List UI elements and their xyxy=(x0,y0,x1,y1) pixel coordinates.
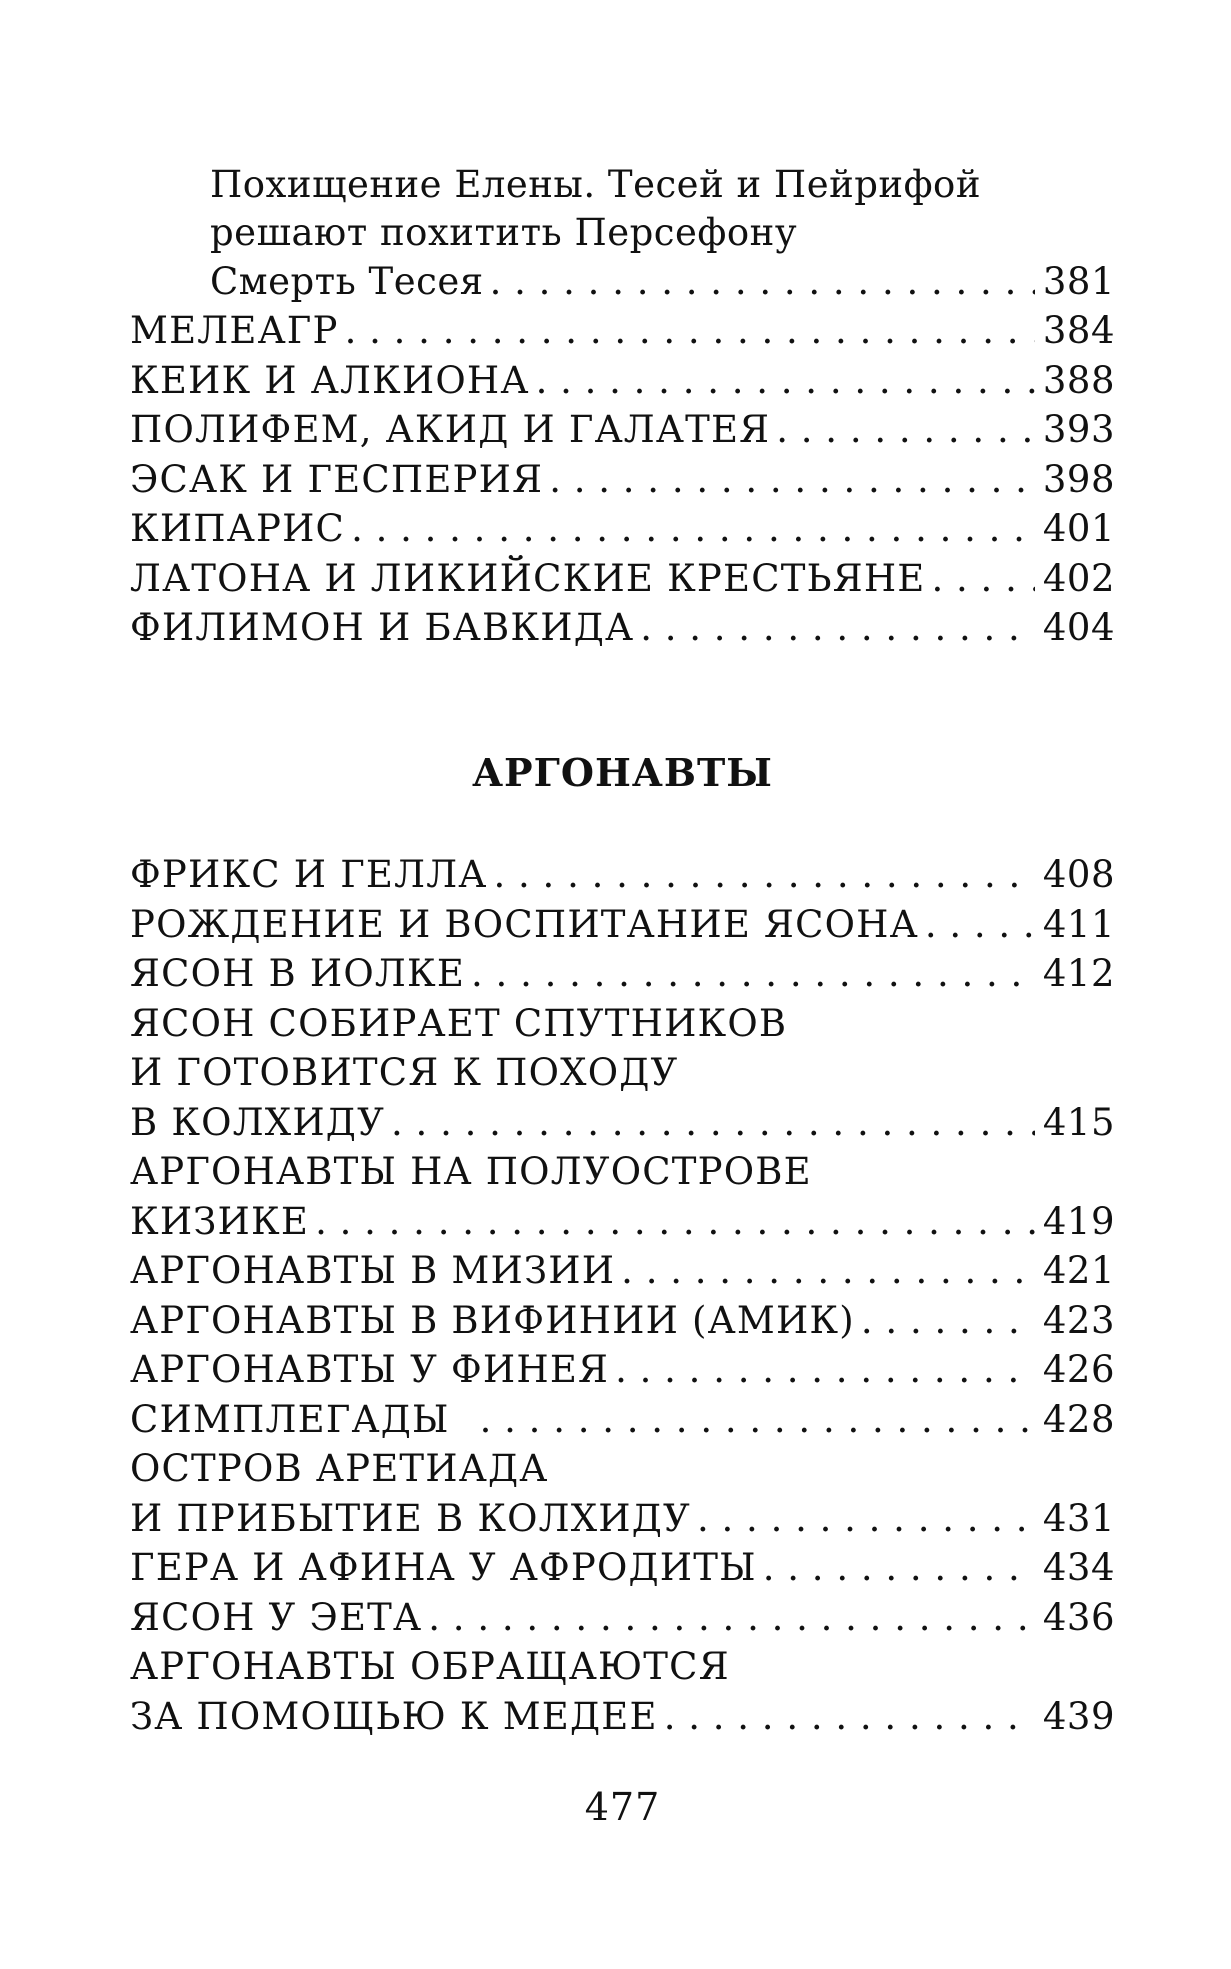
toc-entry-page: 381 xyxy=(1042,260,1115,303)
toc-entry xyxy=(130,455,1115,505)
dot-leader xyxy=(640,603,1035,653)
toc-entry-title: ЛАТОНА И ЛИКИЙСКИЕ КРЕСТЬЯНЕ xyxy=(130,557,926,600)
toc-entry-page: 411 xyxy=(1042,903,1115,946)
toc-entry xyxy=(130,900,1115,950)
toc-entry-page: 436 xyxy=(1042,1596,1115,1639)
toc-entry xyxy=(130,554,1115,604)
toc-entry xyxy=(130,306,1115,356)
toc-entry-page: 428 xyxy=(1042,1398,1115,1441)
toc-entry-title: ГЕРА И АФИНА У АФРОДИТЫ xyxy=(130,1546,757,1589)
toc-entry xyxy=(130,356,1115,406)
toc-entry-page: 419 xyxy=(1042,1200,1115,1243)
toc-entry-title: РОЖДЕНИЕ И ВОСПИТАНИЕ ЯСОНА xyxy=(130,903,919,946)
toc-entry xyxy=(130,999,1115,1049)
dot-leader xyxy=(763,1543,1035,1593)
toc-entry-title: АРГОНАВТЫ НА ПОЛУОСТРОВЕ xyxy=(130,1150,812,1193)
toc-entry-page: 423 xyxy=(1042,1299,1115,1342)
dot-leader xyxy=(664,1692,1035,1742)
toc-entry xyxy=(130,504,1115,554)
toc-entry-page: 402 xyxy=(1042,557,1115,600)
toc-entry-title: АРГОНАВТЫ У ФИНЕЯ xyxy=(130,1348,610,1391)
toc-entry xyxy=(130,1543,1115,1593)
toc-entry-title: АРГОНАВТЫ В МИЗИИ xyxy=(130,1249,616,1292)
dot-leader xyxy=(471,949,1035,999)
toc-entry-page: 415 xyxy=(1042,1101,1115,1144)
toc-entry xyxy=(130,1197,1115,1247)
toc-entry-title: В КОЛХИДУ xyxy=(130,1101,386,1144)
toc-entry-page: 434 xyxy=(1042,1546,1115,1589)
toc-entry-page: 431 xyxy=(1042,1497,1115,1540)
toc-entry xyxy=(130,405,1115,455)
dot-leader xyxy=(615,1345,1035,1395)
dot-leader xyxy=(428,1593,1035,1643)
toc-entry xyxy=(130,1246,1115,1296)
toc-entry xyxy=(130,1048,1115,1098)
dot-leader xyxy=(480,1395,1035,1445)
toc-entry-page: 384 xyxy=(1042,309,1115,352)
dot-leader xyxy=(925,900,1035,950)
dot-leader xyxy=(536,356,1035,406)
toc-entry-title: КИПАРИС xyxy=(130,507,346,550)
toc-entry-title: ЭСАК И ГЕСПЕРИЯ xyxy=(130,458,544,501)
toc-entry-title: ПОЛИФЕМ, АКИД И ГАЛАТЕЯ xyxy=(130,408,771,451)
toc-entry-page: 401 xyxy=(1042,507,1115,550)
dot-leader xyxy=(697,1494,1035,1544)
page-number: 477 xyxy=(584,1785,661,1829)
toc-entry-title: КИЗИКЕ xyxy=(130,1200,310,1243)
section-heading: АРГОНАВТЫ xyxy=(472,750,773,795)
dot-leader xyxy=(549,455,1035,505)
toc-entry-page: 398 xyxy=(1042,458,1115,501)
toc-entry-title: И ПРИБЫТИЕ В КОЛХИДУ xyxy=(130,1497,691,1540)
toc-entry-title: Смерть Тесея xyxy=(210,260,484,303)
toc-entry-title: КЕИК И АЛКИОНА xyxy=(130,359,530,402)
dot-leader xyxy=(345,306,1035,356)
toc-entry xyxy=(130,1147,1115,1197)
dot-leader xyxy=(621,1246,1035,1296)
toc-entry xyxy=(130,1345,1115,1395)
toc-entry-page: 388 xyxy=(1042,359,1115,402)
toc-entry-title: МЕЛЕАГР xyxy=(130,309,339,352)
toc-entry-title: ЗА ПОМОЩЬЮ К МЕДЕЕ xyxy=(130,1695,658,1738)
toc-page xyxy=(130,0,1115,1969)
dot-leader xyxy=(861,1296,1035,1346)
toc-entry xyxy=(130,1692,1115,1742)
toc-entry-page: 393 xyxy=(1042,408,1115,451)
toc-entry xyxy=(130,1296,1115,1346)
dot-leader xyxy=(494,850,1035,900)
toc-entry xyxy=(130,850,1115,900)
dot-leader xyxy=(776,405,1035,455)
dot-leader xyxy=(932,554,1035,604)
toc-entry xyxy=(130,1642,1115,1692)
toc-entry-title: ЯСОН СОБИРАЕТ СПУТНИКОВ xyxy=(130,1002,788,1045)
toc-entry-title: СИМПЛЕГАДЫ xyxy=(130,1398,450,1441)
toc-entry-title: ФРИКС И ГЕЛЛА xyxy=(130,853,488,896)
toc-entry xyxy=(130,1494,1115,1544)
toc-entry-page: 412 xyxy=(1042,952,1115,995)
toc-entry-title: ФИЛИМОН И БАВКИДА xyxy=(130,606,635,649)
toc-entry xyxy=(130,949,1115,999)
toc-entry-title: И ГОТОВИТСЯ К ПОХОДУ xyxy=(130,1051,679,1094)
toc-entry-title: АРГОНАВТЫ ОБРАЩАЮТСЯ xyxy=(130,1645,730,1688)
toc-entry xyxy=(210,257,1115,307)
toc-entry xyxy=(130,1444,1115,1494)
toc-entry-title: решают похитить Персефону xyxy=(210,211,798,254)
toc-entry xyxy=(210,208,1115,258)
dot-leader xyxy=(490,257,1035,307)
toc-entry-title: ОСТРОВ АРЕТИАДА xyxy=(130,1447,549,1490)
toc-entry-title: Похищение Елены. Тесей и Пейрифой xyxy=(210,163,981,206)
dot-leader xyxy=(391,1098,1035,1148)
toc-entry-page: 439 xyxy=(1042,1695,1115,1738)
toc-entry xyxy=(210,160,1115,210)
toc-entry-title: ЯСОН У ЭЕТА xyxy=(130,1596,423,1639)
dot-leader xyxy=(351,504,1035,554)
toc-entry-title: АРГОНАВТЫ В ВИФИНИИ (АМИК) xyxy=(130,1299,855,1342)
toc-entry xyxy=(130,1098,1115,1148)
toc-entry-page: 426 xyxy=(1042,1348,1115,1391)
toc-entry xyxy=(130,603,1115,653)
toc-entry xyxy=(130,1593,1115,1643)
toc-entry xyxy=(130,1395,1115,1445)
dot-leader xyxy=(315,1197,1035,1247)
toc-entry-page: 421 xyxy=(1042,1249,1115,1292)
toc-entry-page: 404 xyxy=(1042,606,1115,649)
toc-entry-page: 408 xyxy=(1042,853,1115,896)
toc-entry-title: ЯСОН В ИОЛКЕ xyxy=(130,952,466,995)
